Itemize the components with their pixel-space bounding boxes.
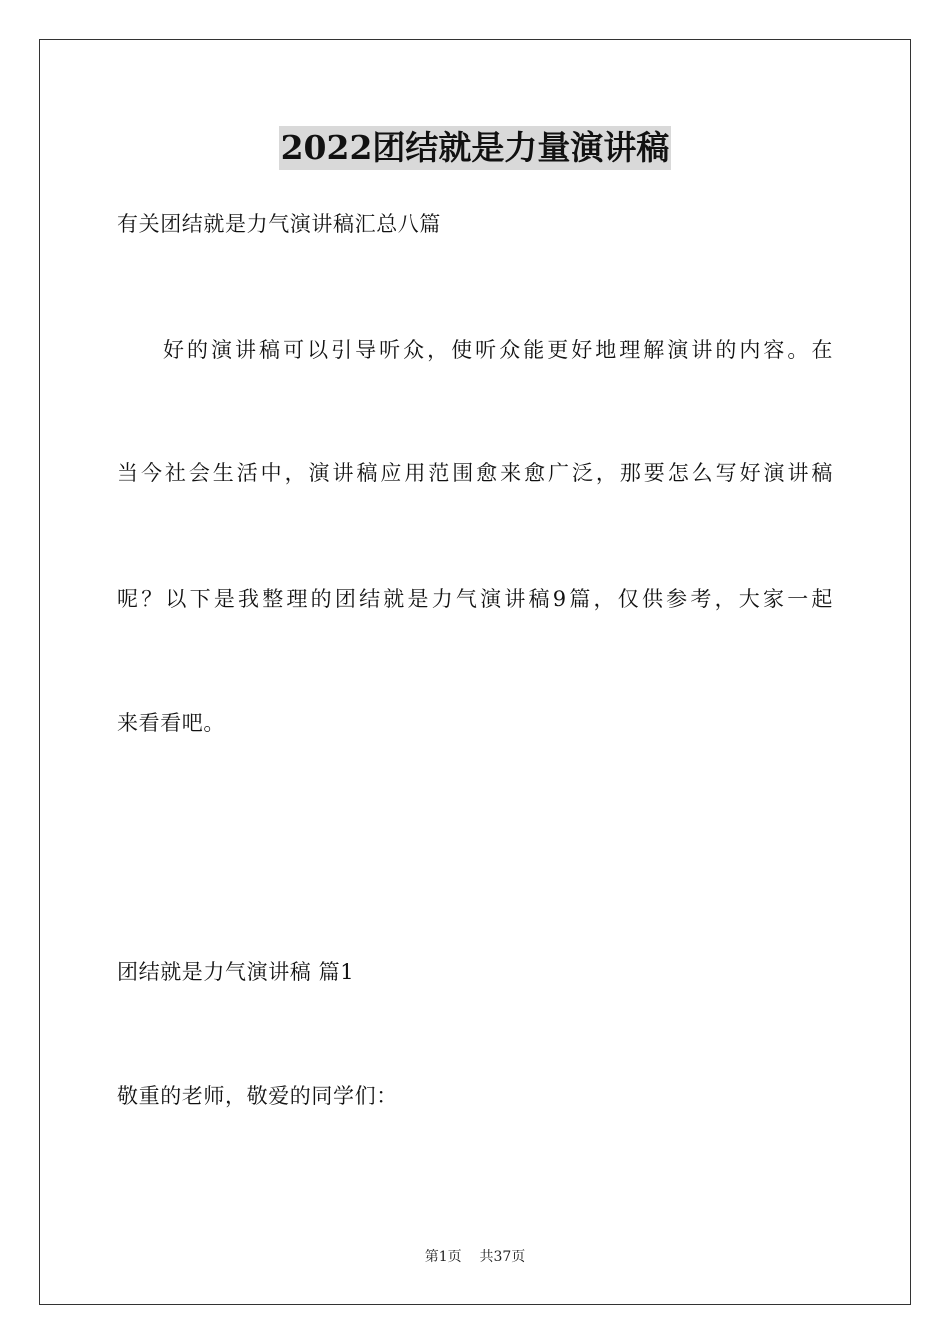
- intro-line-2: 当今社会生活中，演讲稿应用范围愈来愈广泛，那要怎么写好演讲稿: [117, 461, 833, 485]
- page-number: 第1页: [424, 1249, 462, 1265]
- intro-line-4: 来看看吧。: [117, 711, 225, 735]
- intro-line-1: 好的演讲稿可以引导听众，使听众能更好地理解演讲的内容。在: [163, 338, 833, 362]
- title-wrap: [0, 126, 950, 170]
- page-footer: [0, 1247, 950, 1267]
- intro-line-3: 呢？以下是我整理的团结就是力气演讲稿9篇，仅供参考，大家一起: [117, 587, 833, 611]
- salutation: 敬重的老师，敬爱的同学们：: [117, 1084, 398, 1108]
- page-total: 共37页: [479, 1249, 526, 1265]
- section-heading: 团结就是力气演讲稿 篇1: [117, 960, 355, 984]
- document-title: 2022团结就是力量演讲稿: [279, 126, 672, 170]
- document-subtitle: 有关团结就是力气演讲稿汇总八篇: [117, 212, 441, 236]
